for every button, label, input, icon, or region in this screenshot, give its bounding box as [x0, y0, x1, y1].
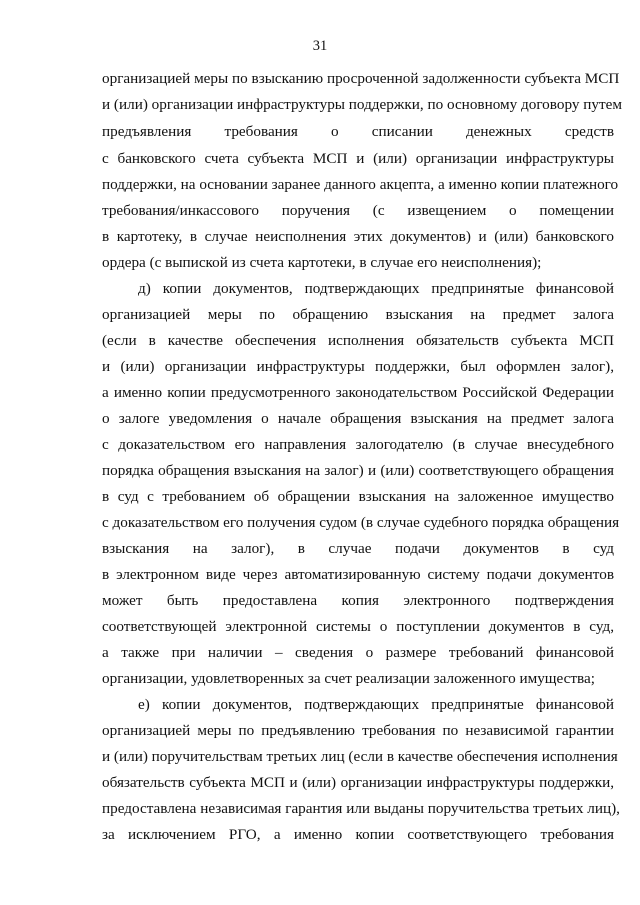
- text-line: предоставлена независимая гарантия или выданы поручительства третьих лиц),: [102, 800, 620, 817]
- text-line: организацией меры по взысканию просроченной задолженности субъекта МСП: [102, 70, 620, 87]
- text-line: за исключением РГО, а именно копии соответствующего требования: [102, 826, 614, 843]
- text-line: предъявления требования о списании денежных средств: [102, 123, 614, 140]
- text-line: и (или) организации инфраструктуры поддержки, был оформлен залог),: [102, 358, 614, 375]
- text-line: д) копии документов, подтверждающих предпринятые финансовой: [138, 280, 614, 297]
- text-line: организации, удовлетворенных за счет реализации заложенного имущества;: [102, 670, 595, 687]
- text-line: поддержки, на основании заранее данного акцепта, а именно копии платежного: [102, 176, 619, 193]
- text-line: е) копии документов, подтверждающих предпринятые финансовой: [138, 696, 614, 713]
- text-line: и (или) поручительствам третьих лиц (если в качестве обеспечения исполнения: [102, 748, 618, 765]
- text-line: организацией меры по обращению взыскания на предмет залога: [102, 306, 614, 323]
- text-line: организацией меры по предъявлению требования по независимой гарантии: [102, 722, 614, 739]
- text-line: в суд с требованием об обращении взыскания на заложенное имущество: [102, 488, 614, 505]
- text-line: в электронном виде через автоматизированную систему подачи документов: [102, 566, 614, 583]
- text-line: о залоге уведомления о начале обращения взыскания на предмет залога: [102, 410, 614, 427]
- text-line: с доказательством его получения судом (в случае судебного порядка обращения: [102, 514, 620, 531]
- text-line: требования/инкассового поручения (с извещением о помещении: [102, 202, 614, 219]
- text-line: (если в качестве обеспечения исполнения обязательств субъекта МСП: [102, 332, 614, 349]
- text-line: с банковского счета субъекта МСП и (или) организации инфраструктуры: [102, 150, 614, 167]
- text-line: в картотеку, в случае неисполнения этих документов) и (или) банковского: [102, 228, 614, 245]
- text-line: порядка обращения взыскания на залог) и (или) соответствующего обращения: [102, 462, 614, 479]
- text-line: а именно копии предусмотренного законодательством Российской Федерации: [102, 384, 614, 401]
- text-line: соответствующей электронной системы о поступлении документов в суд,: [102, 618, 614, 635]
- text-line: может быть предоставлена копия электронного подтверждения: [102, 592, 614, 609]
- text-line: обязательств субъекта МСП и (или) организации инфраструктуры поддержки,: [102, 774, 614, 791]
- text-line: и (или) организации инфраструктуры поддержки, по основному договору путем: [102, 96, 622, 113]
- text-line: взыскания на залог), в случае подачи документов в суд: [102, 540, 614, 557]
- text-line: а также при наличии – сведения о размере требований финансовой: [102, 644, 614, 661]
- text-line: с доказательством его направления залогодателю (в случае внесудебного: [102, 436, 614, 453]
- page-number: 31: [312, 38, 328, 54]
- text-line: ордера (с выпиской из счета картотеки, в случае его неисполнения);: [102, 254, 542, 271]
